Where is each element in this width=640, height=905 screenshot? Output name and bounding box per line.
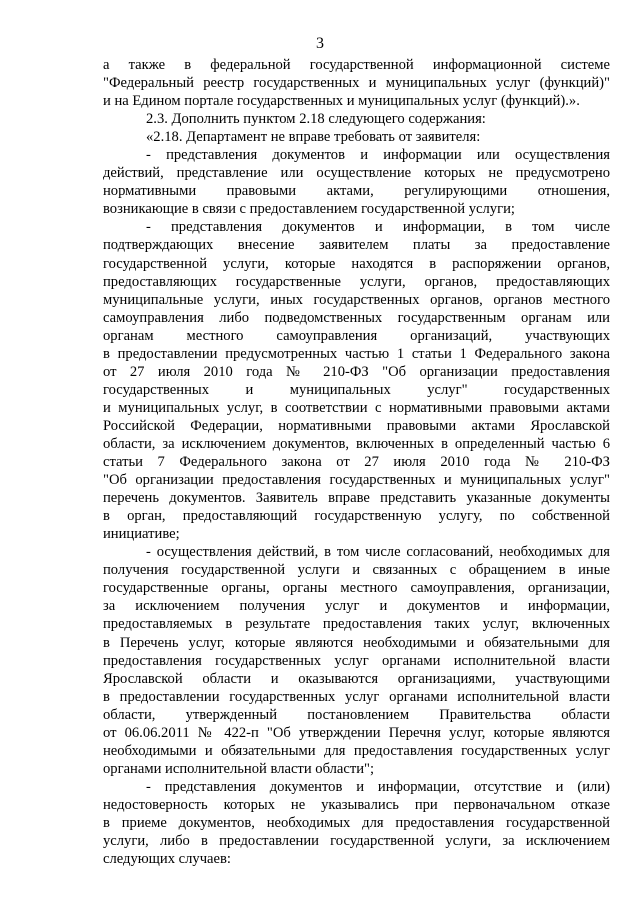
text-line: "Об организации предоставления государственных и муниципальных услуг" [103,472,610,489]
text-line: следующих случаев: [103,851,231,868]
text-line: подтверждающих внесение заявителем платы за предоставление [103,237,610,254]
text-line: возникающие в связи с предоставлением государственной услуги; [103,201,515,218]
text-line: государственных и муниципальных услуг" государственных [103,381,610,398]
text-line: необходимыми и обязательными для предоставления государственных услуг [103,742,610,759]
text-line: и муниципальных услуг, в соответствии с нормативными правовыми актами [103,399,610,416]
text-line: в Перечень услуг, которые являются необходимыми и обязательными для [103,634,610,651]
text-line: - осуществления действий, в том числе согласований, необходимых для [146,544,610,561]
text-line: - представления документов и информации, отсутствие и (или) [146,778,610,795]
document-body [103,56,610,868]
text-line: в предоставлении государственных услуг органами исполнительной власти [103,688,610,705]
text-line: получения государственной услуги и связанных с обращением в иные [103,562,610,579]
text-line: - представления документов и информации, в том числе [146,219,610,236]
text-line: самоуправления либо подведомственных государственным органам или [103,309,610,326]
text-line: предоставляемых в результате предоставления таких услуг, включенных [103,616,610,633]
text-line: государственные органы, органы местного самоуправления, организации, [103,580,610,597]
text-line: нормативными правовыми актами, регулирующими отношения, [103,183,610,200]
text-line: от 06.06.2011 № 422-п "Об утверждении Перечня услуг, которые являются [103,724,610,741]
text-line: муниципальные услуги, иных государственных органов, органов местного [103,291,610,308]
text-line: недостоверность которых не указывались при первоначальном отказе [103,796,610,813]
page-number: 3 [316,35,324,52]
text-line: инициативе; [103,526,180,543]
text-line: услуги, либо в предоставлении государственной услуги, за исключением [103,833,610,850]
text-line: 2.3. Дополнить пунктом 2.18 следующего содержания: [146,111,486,128]
text-line: за исключением получения услуг и документов и информации, [103,598,610,615]
text-line: Российской Федерации, нормативными правовыми актами Ярославской [103,417,610,434]
text-line: государственной услуги, которые находятся в распоряжении органов, [103,255,610,272]
text-line: в орган, предоставляющий государственную услугу, по собственной [103,508,610,525]
text-line: от 27 июля 2010 года № 210-ФЗ "Об организации предоставления [103,363,610,380]
text-line: "Федеральный реестр государственных и муниципальных услуг (функций)" [103,75,610,92]
text-line: области, утвержденный постановлением Правительства области [103,706,610,723]
text-line: перечень документов. Заявитель вправе представить указанные документы [103,490,610,507]
text-line: в предоставлении предусмотренных частью 1 статьи 1 Федерального закона [103,345,610,362]
text-line: действий, представление или осуществление которых не предусмотрено [103,165,610,182]
text-line: органам местного самоуправления организаций, участвующих [103,327,610,344]
text-line: в приеме документов, необходимых для предоставления государственной [103,814,610,831]
text-line: области, за исключением документов, включенных в определенный частью 6 [103,435,610,452]
text-line: Ярославской области и оказываются организациями, участвующими [103,670,610,687]
text-line: статьи 7 Федерального закона от 27 июля 2010 года № 210-ФЗ [103,454,610,471]
text-line: органами исполнительной власти области"; [103,760,375,777]
text-line: и на Едином портале государственных и муниципальных услуг (функций).». [103,93,580,110]
text-line: «2.18. Департамент не вправе требовать от заявителя: [146,129,481,146]
text-line: предоставляющих государственные услуги, органов, предоставляющих [103,273,610,290]
text-line: предоставления государственных услуг органами исполнительной власти [103,652,610,669]
text-line: - представления документов и информации или осуществления [146,147,610,164]
text-line: а также в федеральной государственной информационной системе [103,57,610,73]
